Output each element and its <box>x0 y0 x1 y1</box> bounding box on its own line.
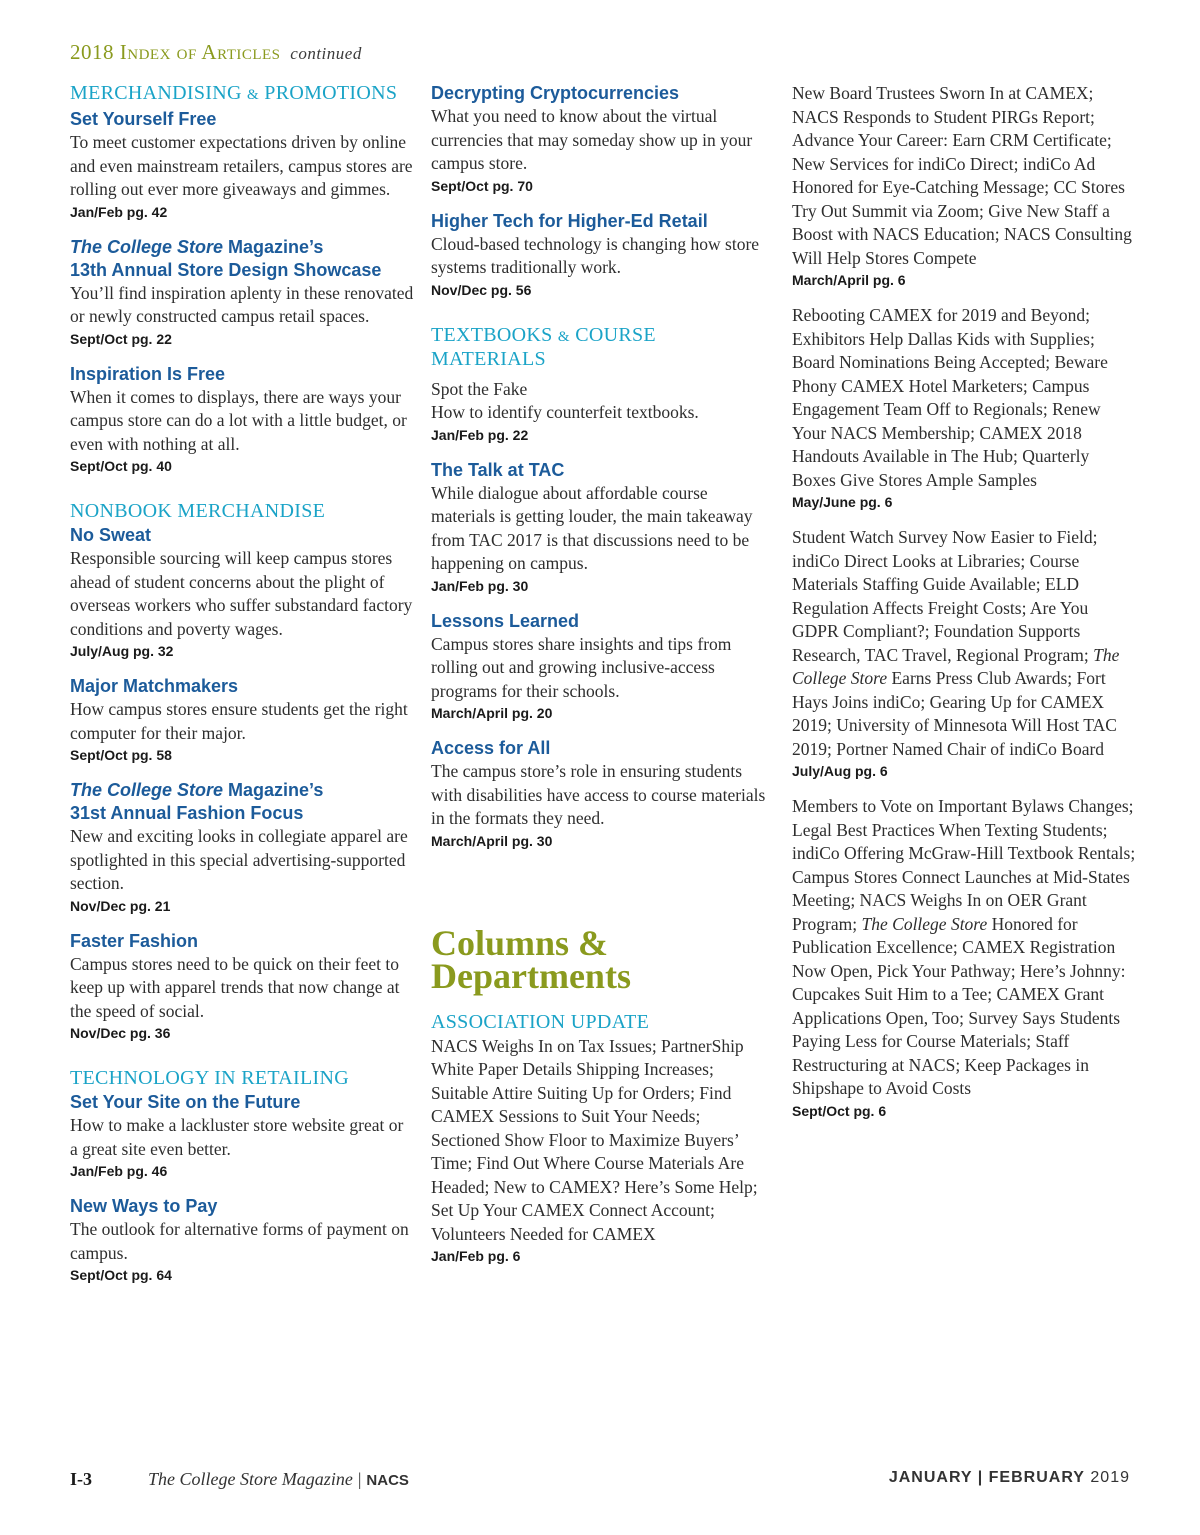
article-issue-ref: Jan/Feb pg. 22 <box>431 426 529 443</box>
article-title: Lessons Learned <box>431 610 580 631</box>
update-text: Student Watch Survey Now Easier to Field; indiCo Direct Looks at Libraries; Course Materials Staffing Guide Available; ELD Regulation Affects Freight Costs; Are You GDPR Compliant?; Foundation Supports Research, TAC Travel, Regional Program; The College Store Earns Press Club Awards; Fort Hays Joins indiCo; Gearing Up for CAMEX 2019; University of Minnesota Will Host TAC 2019; Portner Named Chair of indiCo Board <box>792 527 1120 759</box>
article-title: The College Store Magazine’s 13th Annual Store Design Showcase <box>70 236 382 280</box>
article-description: While dialogue about affordable course materials is getting louder, the main takeaway from TAC 2017 is that discussions need to be happening on campus. <box>431 482 753 573</box>
article-title: The Talk at TAC <box>431 459 565 480</box>
article-title: Major Matchmakers <box>70 676 239 696</box>
column-2 <box>431 82 771 1280</box>
article-issue-ref: July/Aug pg. 32 <box>70 643 174 659</box>
article-title: No Sweat <box>70 525 152 545</box>
article-issue-ref: July/Aug pg. 6 <box>792 763 888 779</box>
article-issue-ref: Jan/Feb pg. 30 <box>431 577 529 594</box>
index-title: 2018 Index of Articles <box>70 40 281 64</box>
update-text: Members to Vote on Important Bylaws Changes; Legal Best Practices When Texting Students; indiCo Offering McGraw-Hill Textbook Rentals; Campus Stores Connect Launches at Mid-States Meeting; NACS Weighs In on OER Grant Program; The College Store Honored for Publication Excellence; CAMEX Registration Now Open, Pick Your Pathway; Here’s Johnny: Cupcakes Suit Him to a Tee; CAMEX Grant Applications Open, Too; Survey Says Students Paying Less for Course Materials; Staff Restructuring at NACS; Keep Packages in Shipshape to Avoid Costs <box>792 796 1136 1098</box>
article-new-ways-to-pay <box>70 1195 415 1285</box>
article-issue-ref: Sept/Oct pg. 6 <box>792 1102 887 1119</box>
article-title: The College Store Magazine’s 31st Annual Fashion Focus <box>70 780 324 823</box>
article-issue-ref: March/April pg. 20 <box>431 705 553 721</box>
article-description: New and exciting looks in collegiate apparel are spotlighted in this special advertising-supported section. <box>70 826 408 893</box>
article-title: Set Yourself Free <box>70 109 217 129</box>
columns-departments-heading: Columns & Departments <box>431 922 631 996</box>
association-update-entry <box>792 526 1137 781</box>
article-issue-ref: Sept/Oct pg. 58 <box>70 747 172 763</box>
section-association-update: ASSOCIATION UPDATE <box>431 1010 650 1033</box>
article-no-sweat <box>70 524 415 661</box>
article-issue-ref: May/June pg. 6 <box>792 494 893 510</box>
section-merchandising-promotions: MERCHANDISING & PROMOTIONS <box>70 82 398 104</box>
update-text: Rebooting CAMEX for 2019 and Beyond; Exhibitors Help Dallas Kids with Supplies; Board Nominations Being Accepted; Beware Phony CAMEX Hotel Marketers; Campus Engagement Team Off to Regionals; Renew Your NACS Membership; CAMEX 2018 Handouts Available in The Hub; Quarterly Boxes Give Stores Ample Samples <box>792 305 1108 490</box>
association-update-entry <box>792 795 1137 1121</box>
article-description: How to make a lackluster store website great or a great site even better. <box>70 1115 404 1159</box>
page-number: I-3 <box>70 1469 92 1489</box>
article-title: Decrypting Cryptocurrencies <box>431 83 680 103</box>
article-description: You’ll find inspiration aplenty in these renovated or newly constructed campus retail spaces. <box>70 282 414 326</box>
article-issue-ref: March/April pg. 6 <box>792 272 906 288</box>
article-description: To meet customer expectations driven by online and even mainstream retailers, campus stores are rolling out ever more giveaways and gimmes. <box>70 132 413 199</box>
article-talk-at-tac <box>431 459 771 596</box>
article-title: Set Your Site on the Future <box>70 1092 301 1112</box>
article-inspiration-is-free <box>70 363 415 477</box>
association-update-entry <box>792 82 1137 290</box>
section-nonbook-merchandise: NONBOOK MERCHANDISE <box>70 500 326 522</box>
article-description: Responsible sourcing will keep campus stores ahead of student concerns about the plight of overseas workers who suffer substandard factory conditions and poverty wages. <box>70 548 413 639</box>
article-major-matchmakers <box>70 675 415 765</box>
article-issue-ref: Jan/Feb pg. 46 <box>70 1163 168 1179</box>
article-title: Faster Fashion <box>70 930 199 951</box>
section-technology-in-retailing: TECHNOLOGY IN RETAILING <box>70 1067 349 1089</box>
article-issue-ref: Nov/Dec pg. 21 <box>70 897 171 914</box>
article-description: Cloud-based technology is changing how store systems traditionally work. <box>431 233 760 277</box>
issue-date: JANUARY | FEBRUARY 2019 <box>888 1469 1130 1486</box>
article-title: Higher Tech for Higher-Ed Retail <box>431 210 708 231</box>
article-description: Campus stores share insights and tips from rolling out and growing inclusive-access programs for their schools. <box>431 633 732 701</box>
article-lessons-learned <box>431 610 771 724</box>
article-description: Campus stores need to be quick on their feet to keep up with apparel trends that now change at the speed of social. <box>70 953 400 1021</box>
article-store-design-showcase <box>70 236 415 349</box>
article-set-your-site <box>70 1091 415 1181</box>
page-footer <box>70 1469 1130 1493</box>
section-textbooks-course-materials: TEXTBOOKS & COURSE MATERIALS <box>431 323 656 370</box>
continued-label: continued <box>290 44 362 63</box>
update-text: NACS Weighs In on Tax Issues; PartnerShip White Paper Details Shipping Increases; Suitable Attire Suiting Up for Orders; Find CAMEX Sessions to Suit Your Needs; Sectioned Show Floor to Maximize Buyers’ Time; Find Out Where Course Materials Are Headed; New to CAMEX? Here’s Some Help; Set Up Your CAMEX Connect Account; Volunteers Needed for CAMEX <box>431 1035 758 1244</box>
column-1 <box>70 82 415 1299</box>
article-issue-ref: Sept/Oct pg. 64 <box>70 1267 172 1283</box>
article-fashion-focus <box>70 779 415 916</box>
article-description: How to identify counterfeit textbooks. <box>431 402 699 422</box>
update-text: New Board Trustees Sworn In at CAMEX; NACS Responds to Student PIRGs Report; Advance Your Career: Earn CRM Certificate; New Services for indiCo Direct; indiCo Ad Honored for Eye-Catching Message; CC Stores Try Out Summit via Zoom; Give New Staff a Boost with NACS Education; NACS Consulting Will Help Stores Compete <box>792 83 1132 268</box>
article-issue-ref: March/April pg. 30 <box>431 832 553 849</box>
article-issue-ref: Jan/Feb pg. 6 <box>431 1248 521 1264</box>
article-issue-ref: Sept/Oct pg. 22 <box>70 330 172 347</box>
article-issue-ref: Jan/Feb pg. 42 <box>70 203 168 220</box>
page-header <box>70 40 362 65</box>
article-issue-ref: Sept/Oct pg. 40 <box>70 458 172 474</box>
article-issue-ref: Nov/Dec pg. 56 <box>431 281 532 298</box>
article-title: New Ways to Pay <box>70 1196 218 1216</box>
article-description: The outlook for alternative forms of payment on campus. <box>70 1219 409 1263</box>
magazine-name: The College Store Magazine | NACS <box>148 1469 409 1489</box>
article-title: Access for All <box>431 738 551 758</box>
association-update-entry <box>792 304 1137 512</box>
article-issue-ref: Sept/Oct pg. 70 <box>431 177 533 194</box>
article-description: How campus stores ensure students get the right computer for their major. <box>70 699 408 743</box>
article-description: The campus store’s role in ensuring students with disabilities have access to course materials in the formats they need. <box>431 761 766 828</box>
article-title: Spot the Fake <box>431 378 528 399</box>
article-issue-ref: Nov/Dec pg. 36 <box>70 1025 171 1041</box>
article-decrypting-cryptocurrencies <box>431 82 771 196</box>
article-spot-the-fake <box>431 378 771 445</box>
article-access-for-all <box>431 737 771 851</box>
association-update-entry <box>431 1035 771 1267</box>
article-set-yourself-free <box>70 108 415 222</box>
article-title: Inspiration Is Free <box>70 363 226 384</box>
article-higher-tech <box>431 210 771 300</box>
article-description: What you need to know about the virtual currencies that may someday show up in your campus store. <box>431 106 753 173</box>
article-description: When it comes to displays, there are ways your campus store can do a lot with a little budget, or even with nothing at all. <box>70 386 407 454</box>
column-3 <box>792 82 1137 1135</box>
article-faster-fashion <box>70 930 415 1044</box>
